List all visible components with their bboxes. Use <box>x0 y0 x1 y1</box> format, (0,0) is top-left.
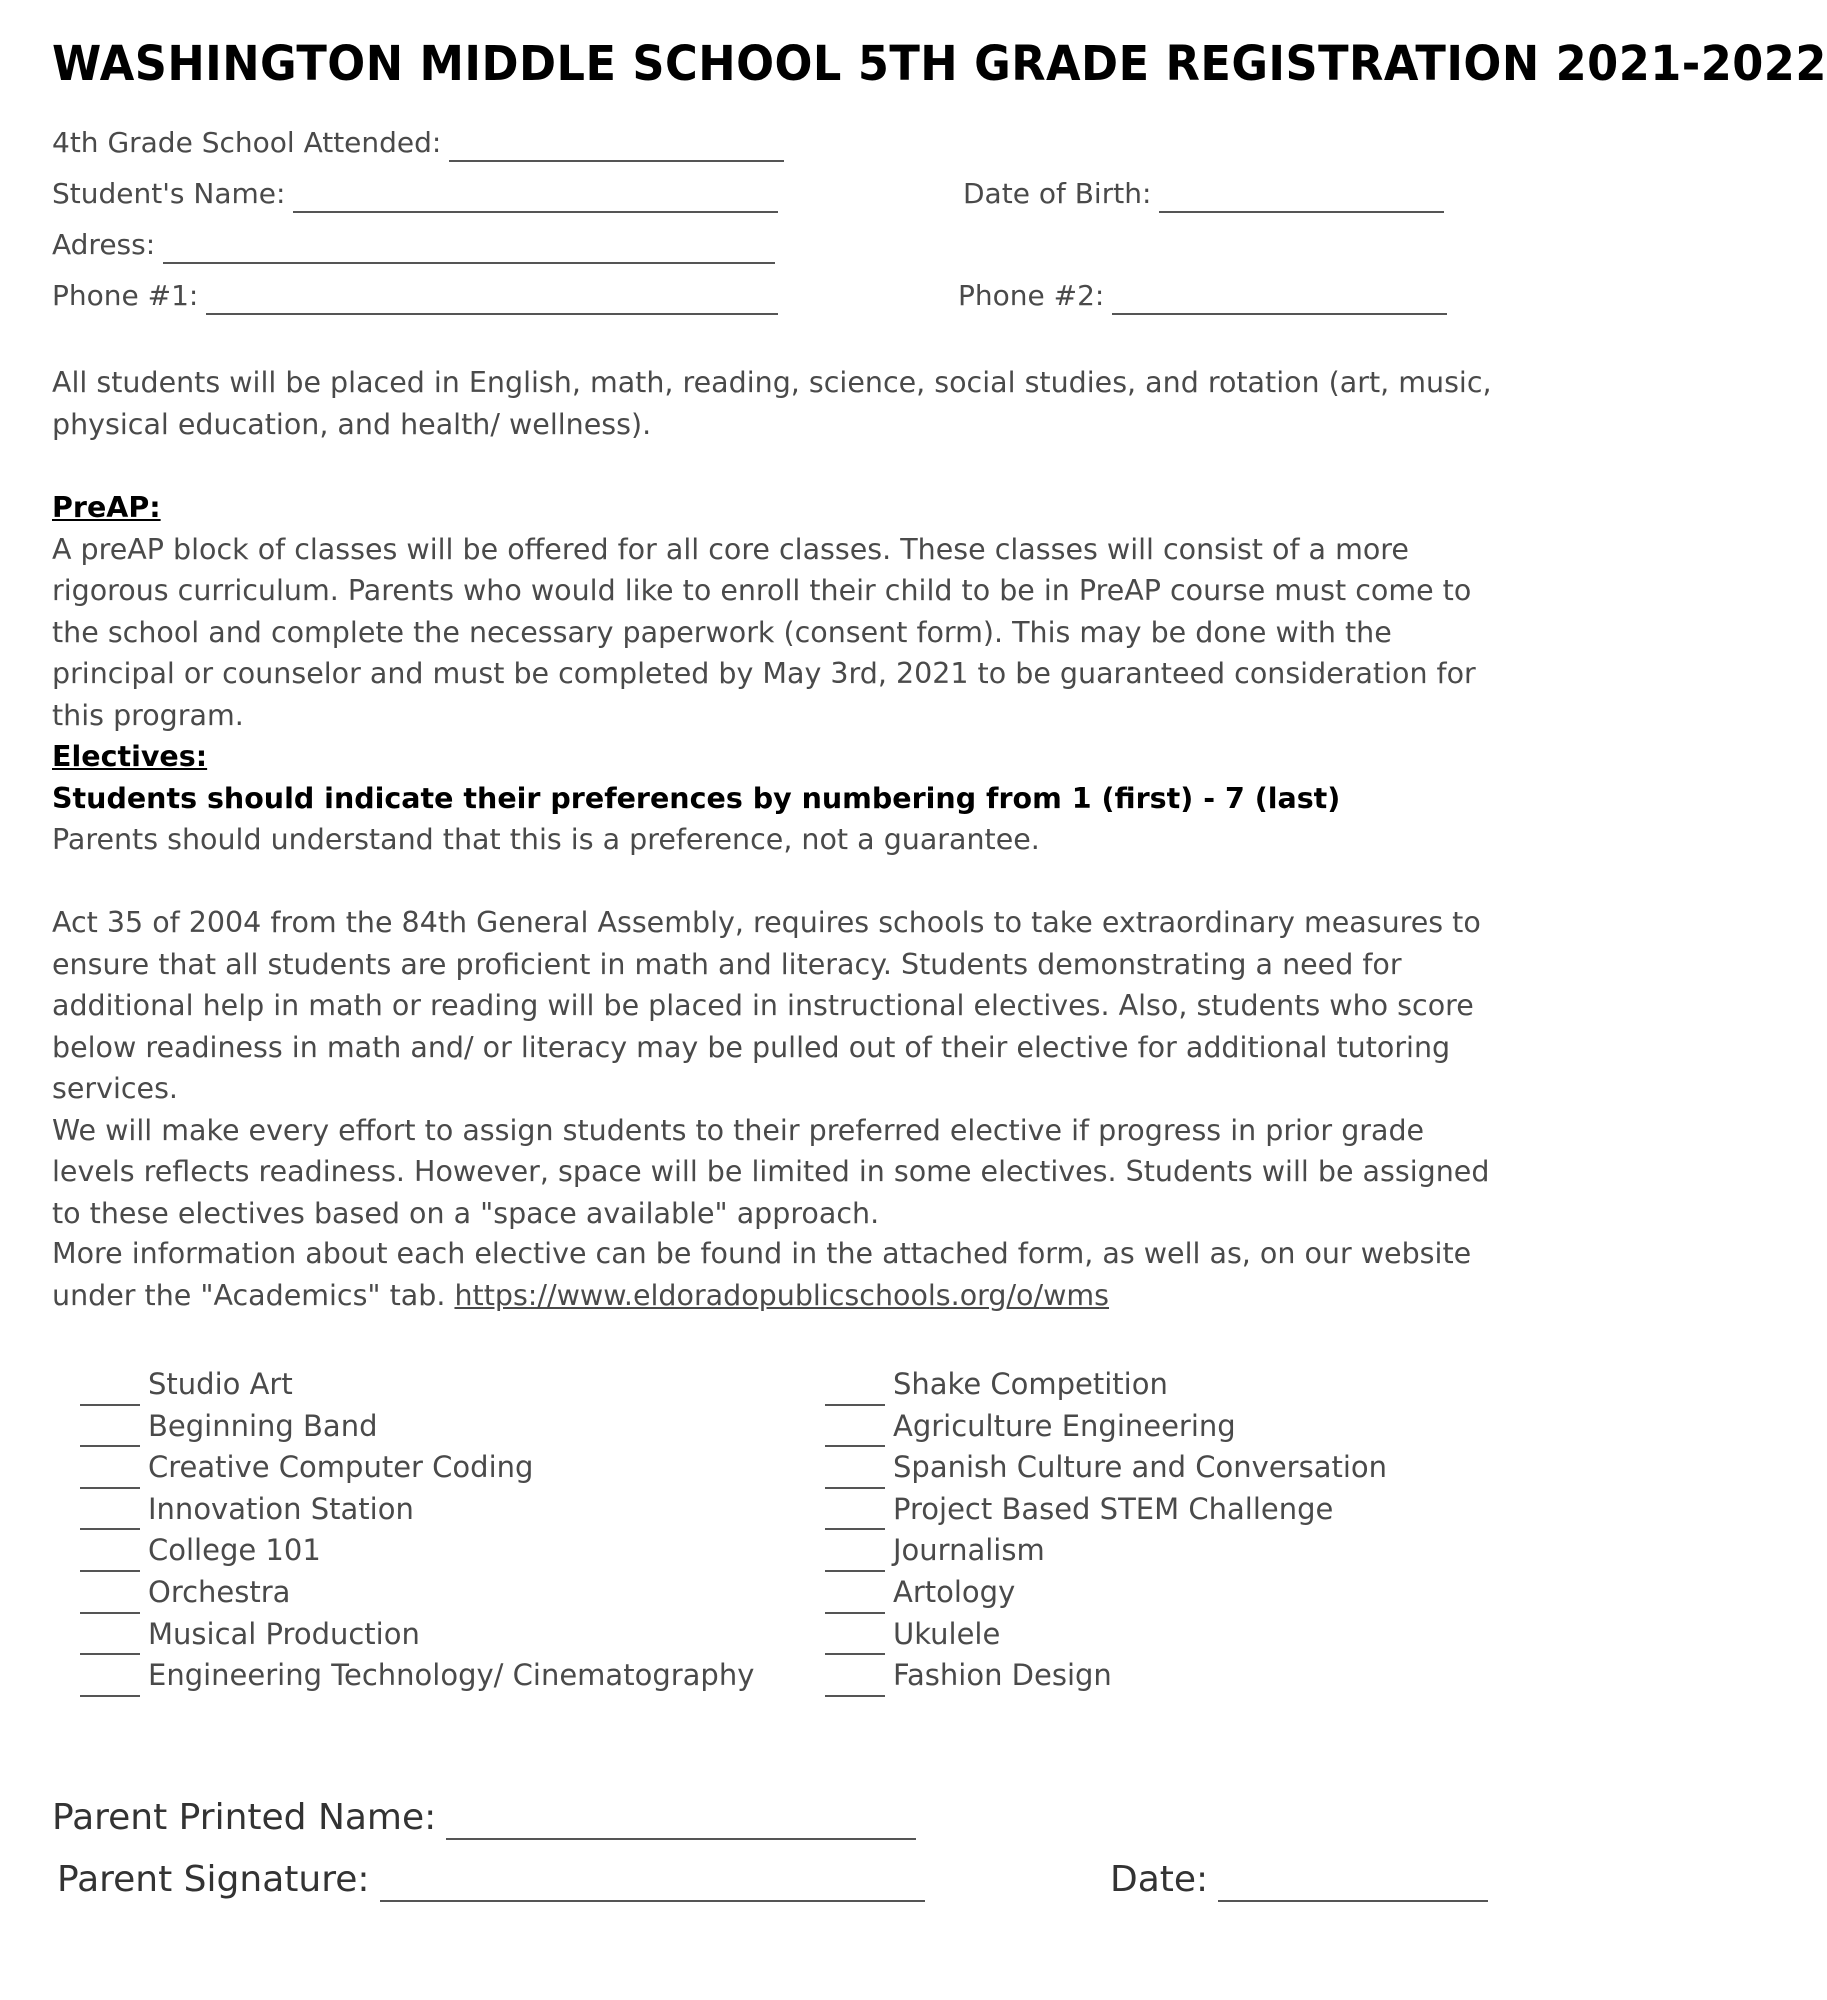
rank-blank[interactable] <box>80 1540 140 1572</box>
electives-note: Parents should understand that this is a preference, not a guarantee. <box>52 823 1040 856</box>
preap-body: A preAP block of classes will be offered for all core classes. These classes will consist of a more rigorous curriculum. Parents who would like to enroll their child to be in PreAP course must come to the school and complete the necessary paperwork (consent form). This may be done with the principal or counselor and must be completed by May 3rd, 2021 to be guaranteed consideration for this program. <box>52 532 1476 732</box>
rank-blank[interactable] <box>825 1665 885 1697</box>
elective-label: Beginning Band <box>148 1408 378 1443</box>
printed-name-input[interactable] <box>446 1804 916 1840</box>
preap-heading: PreAP: <box>52 491 161 524</box>
rank-blank[interactable] <box>80 1498 140 1530</box>
elective-item <box>825 1406 1387 1448</box>
rank-blank[interactable] <box>80 1582 140 1614</box>
electives-left-list <box>80 1364 754 1697</box>
rank-blank[interactable] <box>80 1623 140 1655</box>
elective-item <box>825 1614 1387 1656</box>
elective-item <box>80 1406 754 1448</box>
rank-blank[interactable] <box>80 1457 140 1489</box>
elective-item <box>825 1572 1387 1614</box>
dob-input[interactable] <box>1159 183 1444 213</box>
elective-item <box>825 1530 1387 1572</box>
elective-label: Agriculture Engineering <box>893 1408 1236 1443</box>
school-attended-field <box>52 124 784 162</box>
elective-item <box>80 1614 754 1656</box>
more-info-text: More information about each elective can be found in the attached form, as well as, on our website under the "Academics" tab. <box>52 1237 1472 1312</box>
student-name-field <box>52 175 778 213</box>
date-field <box>1110 1858 1488 1902</box>
effort-text: We will make every effort to assign students to their preferred elective if progress in prior grade levels reflects readiness. However, space will be limited in some electives. Students will be assigned to these electives based on a "space available" approach. <box>52 1113 1490 1230</box>
preap-section <box>52 487 1492 736</box>
address-label: Adress: <box>52 228 156 261</box>
elective-item <box>80 1530 754 1572</box>
rank-blank[interactable] <box>825 1457 885 1489</box>
intro-paragraph: All students will be placed in English, math, reading, science, social studies, and rotation (art, music, physical education, and health/ wellness). <box>52 366 1492 441</box>
electives-heading: Electives: <box>52 740 208 773</box>
dob-field <box>963 175 1444 213</box>
signature-input[interactable] <box>380 1866 925 1902</box>
rank-blank[interactable] <box>825 1415 885 1447</box>
address-input[interactable] <box>163 234 775 264</box>
page-title: WASHINGTON MIDDLE SCHOOL 5TH GRADE REGISTRATION 2021-2022 <box>52 36 1827 92</box>
elective-label: Artology <box>893 1574 1016 1609</box>
act-paragraph <box>52 902 1492 1234</box>
elective-label: Creative Computer Coding <box>148 1450 534 1485</box>
electives-instruction: Students should indicate their preferences by numbering from 1 (first) - 7 (last) <box>52 781 1341 815</box>
elective-item <box>825 1489 1387 1531</box>
electives-right-list <box>825 1364 1387 1697</box>
date-label: Date: <box>1110 1859 1209 1900</box>
elective-label: Journalism <box>893 1533 1045 1568</box>
elective-item <box>80 1572 754 1614</box>
phone2-label: Phone #2: <box>958 279 1105 312</box>
elective-label: Orchestra <box>148 1574 291 1609</box>
date-input[interactable] <box>1218 1866 1488 1902</box>
rank-blank[interactable] <box>80 1665 140 1697</box>
school-attended-label: 4th Grade School Attended: <box>52 126 442 159</box>
rank-blank[interactable] <box>825 1540 885 1572</box>
student-name-input[interactable] <box>293 183 778 213</box>
more-info-paragraph <box>52 1233 1492 1316</box>
elective-label: Project Based STEM Challenge <box>893 1491 1334 1526</box>
website-link[interactable]: https://www.eldoradopublicschools.org/o/wms <box>454 1278 1110 1312</box>
rank-blank[interactable] <box>825 1374 885 1406</box>
elective-label: Shake Competition <box>893 1367 1168 1401</box>
elective-item <box>80 1489 754 1531</box>
elective-label: Fashion Design <box>893 1658 1112 1693</box>
address-field <box>52 226 775 264</box>
printed-name-field <box>52 1796 916 1840</box>
school-attended-input[interactable] <box>449 132 784 162</box>
printed-name-label: Parent Printed Name: <box>52 1797 437 1838</box>
elective-item <box>80 1655 754 1697</box>
elective-label: College 101 <box>148 1533 321 1568</box>
student-name-label: Student's Name: <box>52 177 286 210</box>
elective-label: Studio Art <box>148 1367 293 1401</box>
electives-section <box>52 736 1492 861</box>
rank-blank[interactable] <box>825 1623 885 1655</box>
elective-label: Ukulele <box>893 1616 1001 1651</box>
rank-blank[interactable] <box>80 1374 140 1406</box>
phone1-field <box>52 277 778 315</box>
elective-item <box>825 1655 1387 1697</box>
elective-label: Engineering Technology/ Cinematography <box>148 1658 755 1693</box>
signature-field <box>57 1858 925 1902</box>
rank-blank[interactable] <box>825 1582 885 1614</box>
elective-item <box>80 1447 754 1489</box>
signature-label: Parent Signature: <box>57 1859 370 1900</box>
elective-label: Musical Production <box>148 1616 420 1651</box>
phone2-field <box>958 277 1447 315</box>
dob-label: Date of Birth: <box>963 177 1152 210</box>
act-text: Act 35 of 2004 from the 84th General Assembly, requires schools to take extraordinary measures to ensure that all students are proficient in math and literacy. Students demonstrating a need for additional help in math or reading will be placed in instructional electives. Also, students who score below readiness in math and/ or literacy may be pulled out of their elective for additional tutoring services. <box>52 906 1481 1105</box>
phone1-label: Phone #1: <box>52 279 199 312</box>
phone1-input[interactable] <box>206 285 778 315</box>
elective-label: Spanish Culture and Conversation <box>893 1450 1388 1485</box>
rank-blank[interactable] <box>80 1415 140 1447</box>
rank-blank[interactable] <box>825 1498 885 1530</box>
elective-label: Innovation Station <box>148 1491 414 1526</box>
phone2-input[interactable] <box>1112 285 1447 315</box>
elective-item <box>825 1364 1387 1406</box>
elective-item <box>80 1364 754 1406</box>
elective-item <box>825 1447 1387 1489</box>
